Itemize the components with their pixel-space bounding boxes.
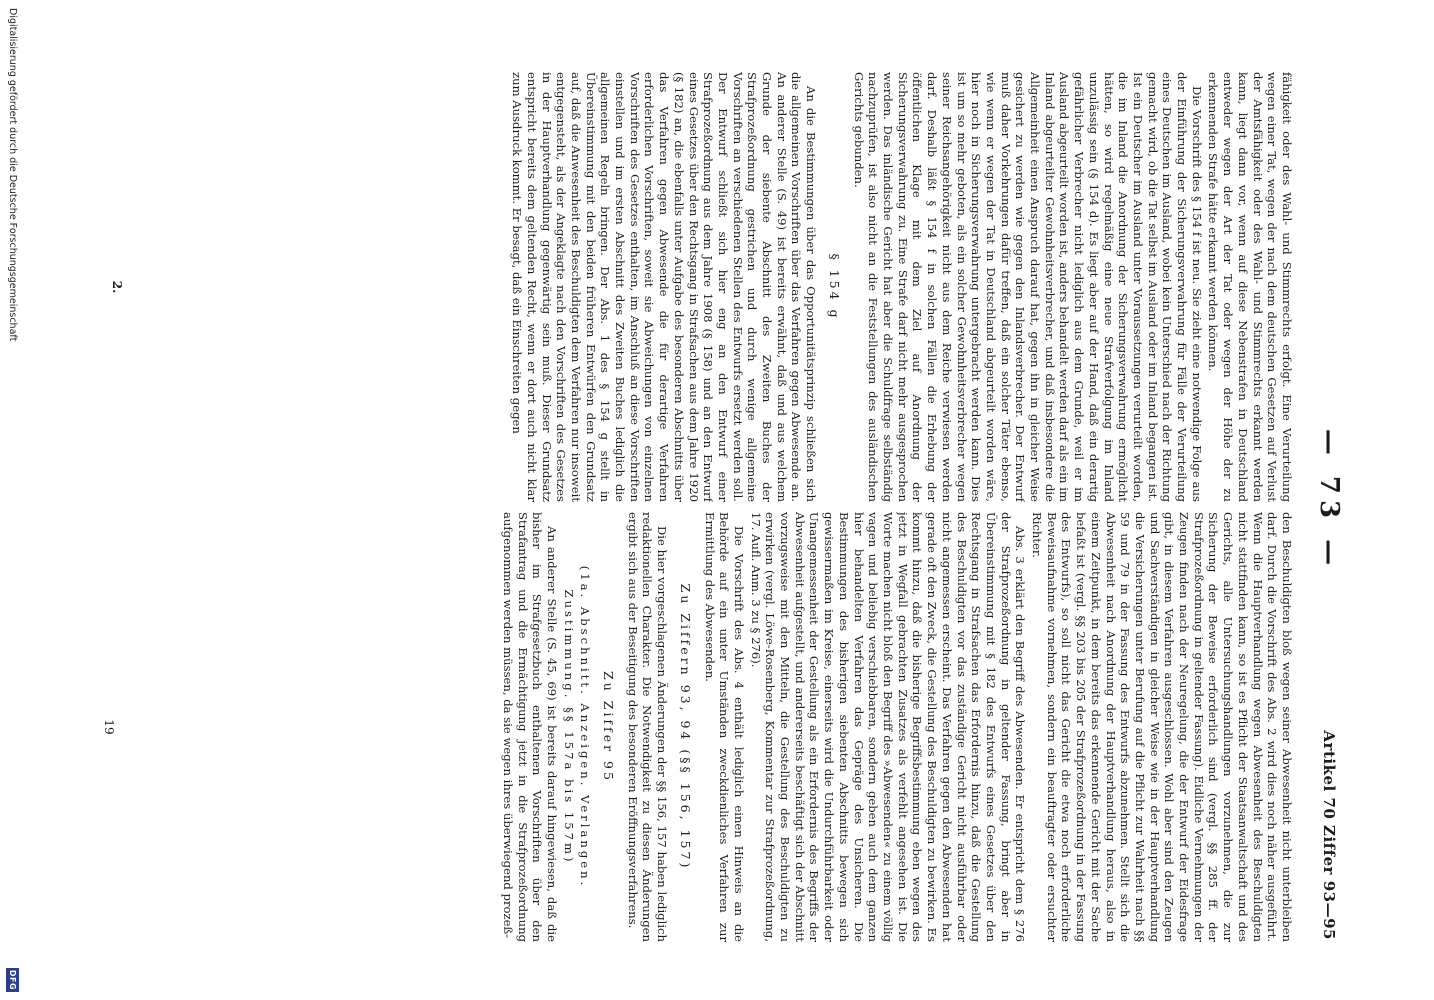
right-paragraph-4: Die hier vorgeschlagenen Änderungen der §§ 156, 157 haben lediglich redaktionellen Charakter. Die Notwendigkeit zu diesen Änderungen ergibt sich aus der Beseitigung des besonderen Eröffnungsverfahrens. bbox=[625, 512, 670, 942]
heading-ziffern-93-94: Zu Ziffern 93, 94 (§§ 156, 157) bbox=[677, 583, 693, 871]
subheading-95-line-1: (1a. Abschnitt. Anzeigen. Verlangen. bbox=[578, 565, 593, 889]
right-column bbox=[114, 512, 1294, 942]
footer-number: 19 bbox=[102, 719, 116, 735]
credit-text: Digitalisierung gefördert durch die Deutsche Forschungsgemeinschaft bbox=[7, 8, 18, 342]
right-paragraph-2: Abs. 3 erklärt den Begriff des Abwesenden. Er entspricht dem § 276 der Strafprozeßordnung in geltender Fassung, bringt aber in Übereinstimmung mit § 182 des Entwurfs eines Gesetzes über den Rechtsgang in Strafsachen das Erfordernis hinzu, daß die Gestellung des Beschuldigten vor das zuständige Gericht nicht ausführbar oder nicht angemessen erscheint. Das Verfahren gegen den Abwesenden hat gerade oft den Zweck, die Gestellung des Beschuldigten zu bewirken. Es kommt hinzu, daß die bisherige Begriffsbestimmung eben wegen des jetzt in Wegfall gebrachten Zusatzes als verfehlt angesehen ist. Die Worte machen nicht bloß den Begriff des »Abwesenden« zu einem völlig vagen und beliebig verschiebbaren, sondern geben auch dem ganzen hier behandelten Verfahren das Gepräge des Unsicheren. Die Bestimmungen des bisherigen siebenten Abschnitts bewegen sich gewissermaßen im Kreise, einerseits wird die Undurchführbarkeit oder Unangemessenheit der Gestellung als ein Erfordernis des Begriffs der Abwesenheit aufgestellt, und andererseits beschäftigt sich der Abschnitt vorzugsweise mit den Mitteln, die Gestellung des Beschuldigten zu erwirken (vergl. Löwe-Rosenberg, Kommentar zur Strafprozeßordnung, 17. Aufl. Anm. 3 zu § 276). bbox=[748, 512, 1028, 942]
left-paragraph-2: Die Vorschrift des § 154 f ist neu. Sie zieht eine notwendige Folge aus der Einführung der Sicherungsverwahrung für Fälle der Verurteilung eines Deutschen im Ausland, wobei kein Unterschied nach der Richtung gemacht wird, ob die Tat selbst im Ausland oder im Inland begangen ist. Ist ein Deutscher im Ausland unter Voraussetzungen verurteilt worden, die im Inland die Anordnung der Sicherungsverwahrung ermöglicht hätten, so wird regelmäßig eine neue Strafverfolgung im Inland unzulässig sein (§ 154 d). Es liegt aber auf der Hand, daß ein derartig gefährlicher Verbrecher nicht lediglich aus dem Grunde, weil er im Ausland abgeurteilt worden ist, anders behandelt werden darf als ein im Inland abgeurteilter Gewohnheitsverbrecher, und daß insbesondere die Allgemeinheit einen Anspruch darauf hat, gegen ihn in gleicher Weise gesichert zu werden wie gegen den Inlandsverbrecher. Der Entwurf muß daher Vorkehrungen dafür treffen, daß ein solcher Täter ebenso, wie wenn er wegen der Tat in Deutschland abgeurteilt worden wäre, hier noch in Sicherungsverwahrung untergebracht werden kann. Dies ist um so mehr geboten, als ein solcher Gewohnheitsverbrecher wegen seiner Reichsangehörigkeit nicht aus dem Reiche verwiesen werden darf. Deshalb läßt § 154 f in solchen Fällen die Erhebung der öffentlichen Klage mit dem Ziel auf Anordnung der Sicherungsverwahrung zu. Eine Strafe darf nicht mehr ausgesprochen werden. Das inländische Gericht hat aber die Schuldfrage selbständig nachzuprüfen, ist also nicht an die Feststellungen des ausländischen Gerichts gebunden. bbox=[851, 72, 1204, 502]
heading-ziffer-95: Zu Ziffer 95 bbox=[601, 671, 617, 783]
left-paragraph-1: fähigkeit oder des Wahl- und Stimmrechts erfolgt. Eine Verurteilung wegen einer Tat, wegen der nach dem deutschen Gesetzen auf Verlust der Amtsfähigkeit oder des Wahl- und Stimmrechts erkannt werden kann, liegt dann vor, wenn auf diese Nebenstrafen in Deutschland entweder wegen der Art der Tat oder wegen der Höhe der zu erkennenden Strafe hätte erkannt werden können. bbox=[1206, 72, 1294, 502]
left-column bbox=[114, 72, 1294, 502]
right-paragraph-1: den Beschuldigten bloß wegen seiner Abwesenheit nicht unterbleiben darf. Durch die Vorschrift des Abs. 2 wird dies noch näher ausgeführt. Wenn die Hauptverhandlung wegen Abwesenheit des Beschuldigten nicht stattfinden kann, so ist es Pflicht der Staatsanwaltschaft und des Gerichts, alle Untersuchungshandlungen vorzunehmen, die zur Sicherung der Beweise erforderlich sind (vergl. §§ 285 ff. der Strafprozeßordnung in geltender Fassung). Eidliche Vernehmungen der Zeugen finden nach der Neuregelung, die der Entwurf der Eidesfrage gibt, in diesem Verfahren ausgeschlossen. Wohl aber sind den Zeugen und Sachverständigen in gleicher Weise wie in der Hauptverhandlung die Versicherungen unter Berufung auf die Pflicht zur Wahrheit nach §§ 59 und 79 in der Fassung des Entwurfs abzunehmen. Stellt sich die Abwesenheit nach Anordnung der Hauptverhandlung heraus, also in einem Zeitpunkt, in dem bereits das erkennende Gericht mit der Sache befaßt ist (vergl. §§ 203 bis 205 der Strafprozeßordnung in der Fassung des Entwurfs), so soll nicht das Gericht die etwa noch erforderliche Beweisaufnahme vornehmen, sondern ein beauftragter oder ersuchter Richter. bbox=[1030, 512, 1294, 942]
right-paragraph-3: Die Vorschrift des Abs. 4 enthält lediglich einen Hinweis an die Behörde auf ein unter Umständen zweckdienliches Verfahren zur Ermittlung des Abwesenden. bbox=[702, 512, 746, 942]
section-heading-154g: § 154 g bbox=[826, 253, 842, 321]
running-title: Artikel 70 Ziffer 93—95 bbox=[1320, 730, 1338, 940]
page-number: — 73 — bbox=[1314, 428, 1344, 572]
footer-marker: 2. bbox=[110, 280, 124, 294]
page-header bbox=[1304, 0, 1344, 1000]
dfg-logo-icon: DFG bbox=[8, 969, 17, 991]
subheading-95-line-2: Zustimmung. §§ 157a bis 157m) bbox=[561, 589, 576, 865]
left-paragraph-3: An die Bestimmungen über das Opportunitätsprinzip schließen sich die allgemeinen Vorschriften über das Verfahren gegen Abwesende an. An anderer Stelle (S. 49) ist bereits erwähnt, daß und aus welchem Grunde der siebente Abschnitt des Zweiten Buches der Strafprozeßordnung gestrichen und durch wenige allgemeine Vorschriften an verschiedenen Stellen des Entwurfs ersetzt werden soll. Der Entwurf schließt sich hier eng an den Entwurf einer Strafprozeßordnung aus dem Jahre 1908 (§ 158) und an den Entwurf eines Gesetzes über den Rechtsgang in Strafsachen aus dem Jahre 1920 (§ 182) an, die ebenfalls unter Aufgabe des besonderen Abschnitts über das Verfahren gegen Abwesende die für derartige Verfahren erforderlichen Vorschriften, soweit sie Abweichungen von einzelnen Vorschriften des Gesetzes enthalten, im Anschluß an diese Vorschriften einstellen und im ersten Abschnitt des Zweiten Buches lediglich die allgemeinen Regeln bringen. Der Abs. 1 des § 154 g stellt in Übereinstimmung mit den beiden früheren Entwürfen den Grundsatz auf, daß die Anwesenheit des Beschuldigten dem Verfahren nur insoweit entgegensteht, als der Angeklagte nach den Vorschriften des Gesetzes in der Hauptverhandlung gegenwärtig sein muß. Dieser Grundsatz entspricht bereits dem geltenden Recht, wenn er dort auch nicht klar zum Ausdruck kommt. Er besagt, daß ein Einschreiten gegen bbox=[510, 72, 819, 502]
right-paragraph-5: An anderer Stelle (S. 45, 69) ist bereits darauf hingewiesen, daß die bisher im Strafgesetzbuch enthaltenen Vorschriften über den Strafantrag und die Ermächtigung jetzt in die Strafprozeßordnung aufgenommen werden müssen, da sie wegen ihres überwiegend prozeß- bbox=[500, 512, 559, 942]
digitization-credit bbox=[2, 0, 20, 1000]
